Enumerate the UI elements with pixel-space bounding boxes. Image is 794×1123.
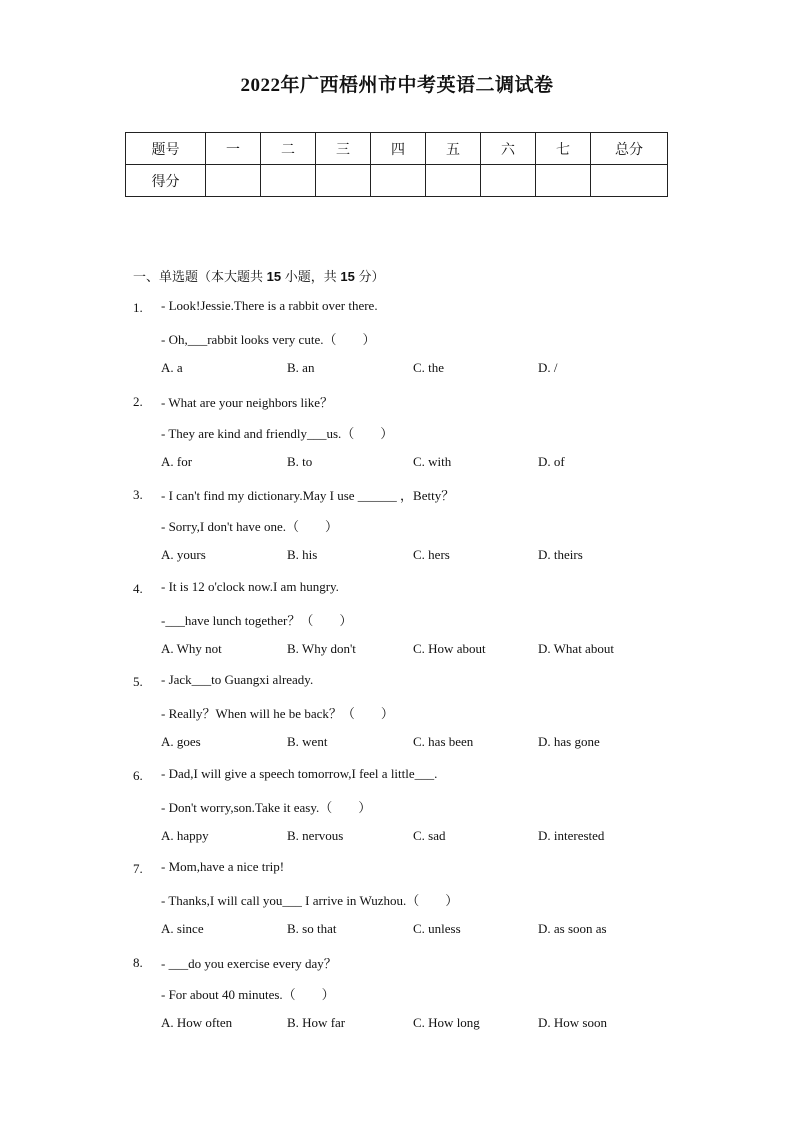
page-title: 2022年广西梧州市中考英语二调试卷 [240,75,554,96]
score-table-header-row [126,133,668,165]
answer-option: D. as soon as [538,921,607,936]
score-cell [481,165,536,197]
section-points: 15 [340,269,355,284]
answer-option: A. How often [161,1014,233,1030]
score-header-cell: 一 [206,133,261,165]
score-cell [206,165,261,197]
score-header-cell: 六 [481,133,536,165]
question-prompt: - Look!Jessie.There is a rabbit over there. [161,298,378,313]
question-prompt: - ___do you exercise every day？ [161,955,337,971]
score-header-cell: 四 [371,133,426,165]
answer-option: A. for [161,453,193,469]
question-response: - They are kind and friendly___us.（ ） [161,425,394,441]
score-table-score-row [126,165,668,197]
answer-option: D. How soon [538,1014,607,1030]
score-header-cell: 总分 [591,133,668,165]
answer-option: C. hers [413,547,450,562]
score-cell [426,165,481,197]
question-response: - Really？When will he be back？（ ） [161,706,394,721]
question-prompt: - Jack___to Guangxi already. [161,672,314,687]
question-number: 1. [133,300,143,315]
answer-option: B. to [287,453,313,469]
question-response: - Oh,___rabbit looks very cute.（ ） [161,332,376,347]
answer-option: B. his [287,547,318,562]
answer-option: D. / [538,360,558,375]
answer-option: A. Why not [161,640,222,656]
question-number: 4. [133,580,143,596]
score-cell [371,165,426,197]
section-count: 15 [266,269,282,284]
question-number: 6. [133,767,143,783]
answer-option: A. since [161,921,204,936]
question-prompt: - Dad,I will give a speech tomorrow,I feel a little___. [161,765,438,781]
question-number: 8. [133,954,143,970]
question-response: -___have lunch together？（ ） [161,612,353,628]
answer-option: C. the [413,360,445,375]
answer-option: A. yours [161,547,206,562]
answer-option: A. goes [161,734,201,749]
section-suffix: 分） [358,269,385,284]
answer-option: D. theirs [538,547,583,562]
question-prompt: - I can't find my dictionary.May I use ______ ，Betty？ [161,488,455,503]
question-prompt: - Mom,have a nice trip! [161,859,285,874]
section-middle: 小题，共 [284,269,337,284]
answer-option: B. so that [287,921,337,936]
answer-option: D. What about [538,640,614,656]
answer-option: A. a [161,360,183,375]
answer-option: B. How far [287,1014,346,1030]
score-table [125,132,668,197]
score-cell [591,165,668,197]
answer-option: C. has been [413,734,474,749]
answer-option: B. went [287,734,328,749]
question-response: - Thanks,I will call you___ I arrive in Wuzhou.（ ） [161,893,459,908]
question-number: 2. [133,393,143,409]
answer-option: A. happy [161,827,209,843]
score-header-cell: 二 [261,133,316,165]
section-heading [133,266,384,285]
score-header-cell: 七 [536,133,591,165]
answer-option: D. interested [538,827,605,843]
question-response: - Sorry,I don't have one.（ ） [161,519,338,534]
question-number: 7. [133,861,143,876]
answer-option: C. How about [413,640,486,656]
score-header-cell: 题号 [126,133,206,165]
score-cell [261,165,316,197]
answer-option: C. with [413,453,452,469]
question-number: 5. [133,674,143,689]
answer-option: D. has gone [538,734,600,749]
question-prompt: - It is 12 o'clock now.I am hungry. [161,578,339,594]
answer-option: B. nervous [287,827,344,843]
score-header-cell: 五 [426,133,481,165]
question-number: 3. [133,487,143,502]
question-response: - Don't worry,son.Take it easy.（ ） [161,799,372,815]
question-prompt: - What are your neighbors like？ [161,394,333,410]
section-prefix: 一、单选题（本大题共 [133,269,264,284]
score-cell [316,165,371,197]
answer-option: C. unless [413,921,461,936]
answer-option: B. Why don't [287,640,356,656]
question-response: - For about 40 minutes.（ ） [161,986,335,1002]
score-cell [536,165,591,197]
answer-option: C. sad [413,827,446,843]
answer-option: B. an [287,360,315,375]
score-header-cell: 三 [316,133,371,165]
answer-option: D. of [538,453,565,469]
answer-option: C. How long [413,1014,480,1030]
score-row-label: 得分 [126,165,206,197]
